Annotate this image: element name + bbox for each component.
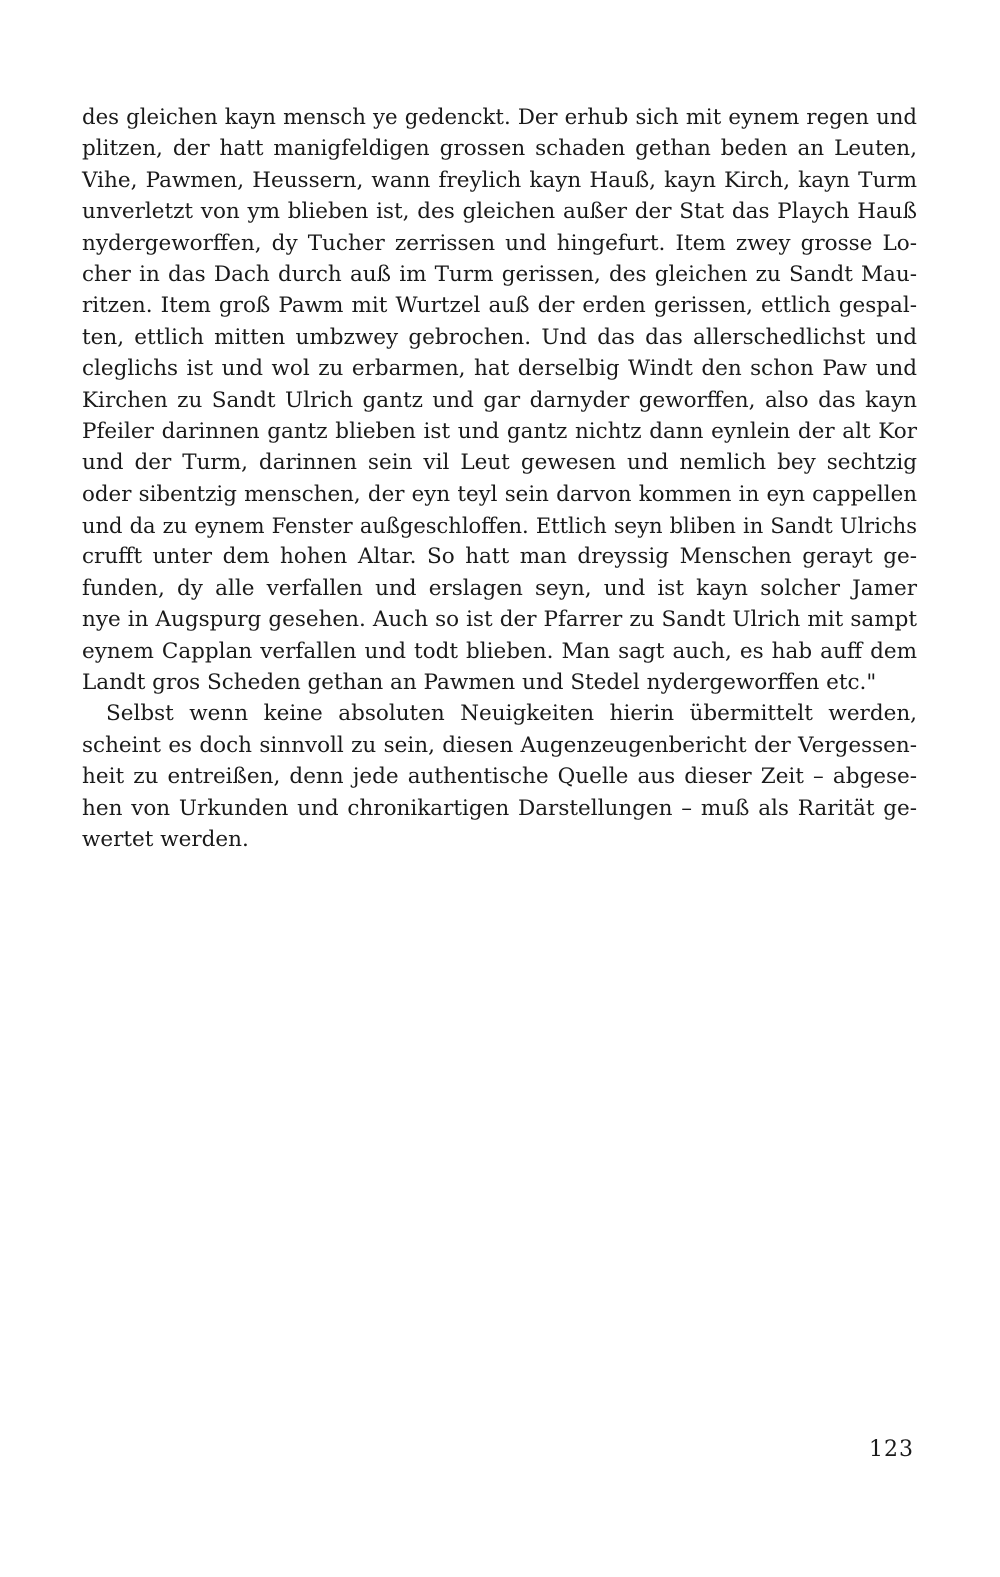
text-line: oder sibentzig menschen, der eyn teyl sein darvon kommen in eyn cappellen bbox=[82, 481, 917, 507]
text-line: Landt gros Scheden gethan an Pawmen und Stedel nydergeworffen etc." bbox=[82, 670, 877, 696]
text-line: eynem Capplan verfallen und todt blieben. Man sagt auch, es hab auff dem bbox=[82, 638, 917, 664]
text-line: Kirchen zu Sandt Ulrich gantz und gar darnyder geworffen, also das kayn bbox=[82, 387, 917, 413]
text-line: cher in das Dach durch auß im Turm gerissen, des gleichen zu Sandt Mau- bbox=[82, 261, 917, 287]
text-line: und der Turm, darinnen sein vil Leut gewesen und nemlich bey sechtzig bbox=[82, 450, 917, 476]
text-line: Selbst wenn keine absoluten Neuigkeiten hierin übermittelt werden, bbox=[106, 701, 917, 727]
body-text bbox=[82, 102, 917, 855]
text-line: scheint es doch sinnvoll zu sein, diesen Augenzeugenbericht der Vergessen- bbox=[82, 732, 917, 758]
text-line: und da zu eynem Fenster außgeschloffen. Ettlich seyn bliben in Sandt Ulrichs bbox=[82, 513, 917, 539]
text-line: cleglichs ist und wol zu erbarmen, hat derselbig Windt den schon Paw und bbox=[82, 356, 917, 382]
text-line: Vihe, Pawmen, Heussern, wann freylich kayn Hauß, kayn Kirch, kayn Turm bbox=[82, 167, 917, 193]
text-line: heit zu entreißen, denn jede authentische Quelle aus dieser Zeit – abgese- bbox=[82, 764, 917, 790]
paragraph-quote bbox=[82, 102, 917, 698]
text-line: crufft unter dem hohen Altar. So hatt man dreyssig Menschen gerayt ge- bbox=[82, 544, 917, 570]
page-number: 123 bbox=[869, 1437, 914, 1462]
text-line: nye in Augspurg gesehen. Auch so ist der Pfarrer zu Sandt Ulrich mit sampt bbox=[82, 607, 917, 633]
text-line: unverletzt von ym blieben ist, des gleichen außer der Stat das Playch Hauß bbox=[82, 199, 917, 225]
text-line: ten, ettlich mitten umbzwey gebrochen. Und das das allerschedlichst und bbox=[82, 324, 917, 350]
text-line: hen von Urkunden und chronikartigen Darstellungen – muß als Rarität ge- bbox=[82, 795, 917, 821]
text-line: Pfeiler darinnen gantz blieben ist und gantz nichtz dann eynlein der alt Kor bbox=[82, 418, 917, 444]
text-line: plitzen, der hatt manigfeldigen grossen schaden gethan beden an Leuten, bbox=[82, 136, 917, 162]
text-line: funden, dy alle verfallen und erslagen seyn, und ist kayn solcher Jamer bbox=[82, 575, 917, 601]
text-line: des gleichen kayn mensch ye gedenckt. Der erhub sich mit eynem regen und bbox=[82, 105, 917, 130]
text-line: ritzen. Item groß Pawm mit Wurtzel auß der erden gerissen, ettlich gespal- bbox=[82, 293, 917, 319]
text-line: wertet werden. bbox=[82, 826, 249, 852]
text-line: nydergeworffen, dy Tucher zerrissen und hingefurt. Item zwey grosse Lo- bbox=[82, 230, 917, 256]
paragraph-commentary bbox=[82, 698, 917, 855]
